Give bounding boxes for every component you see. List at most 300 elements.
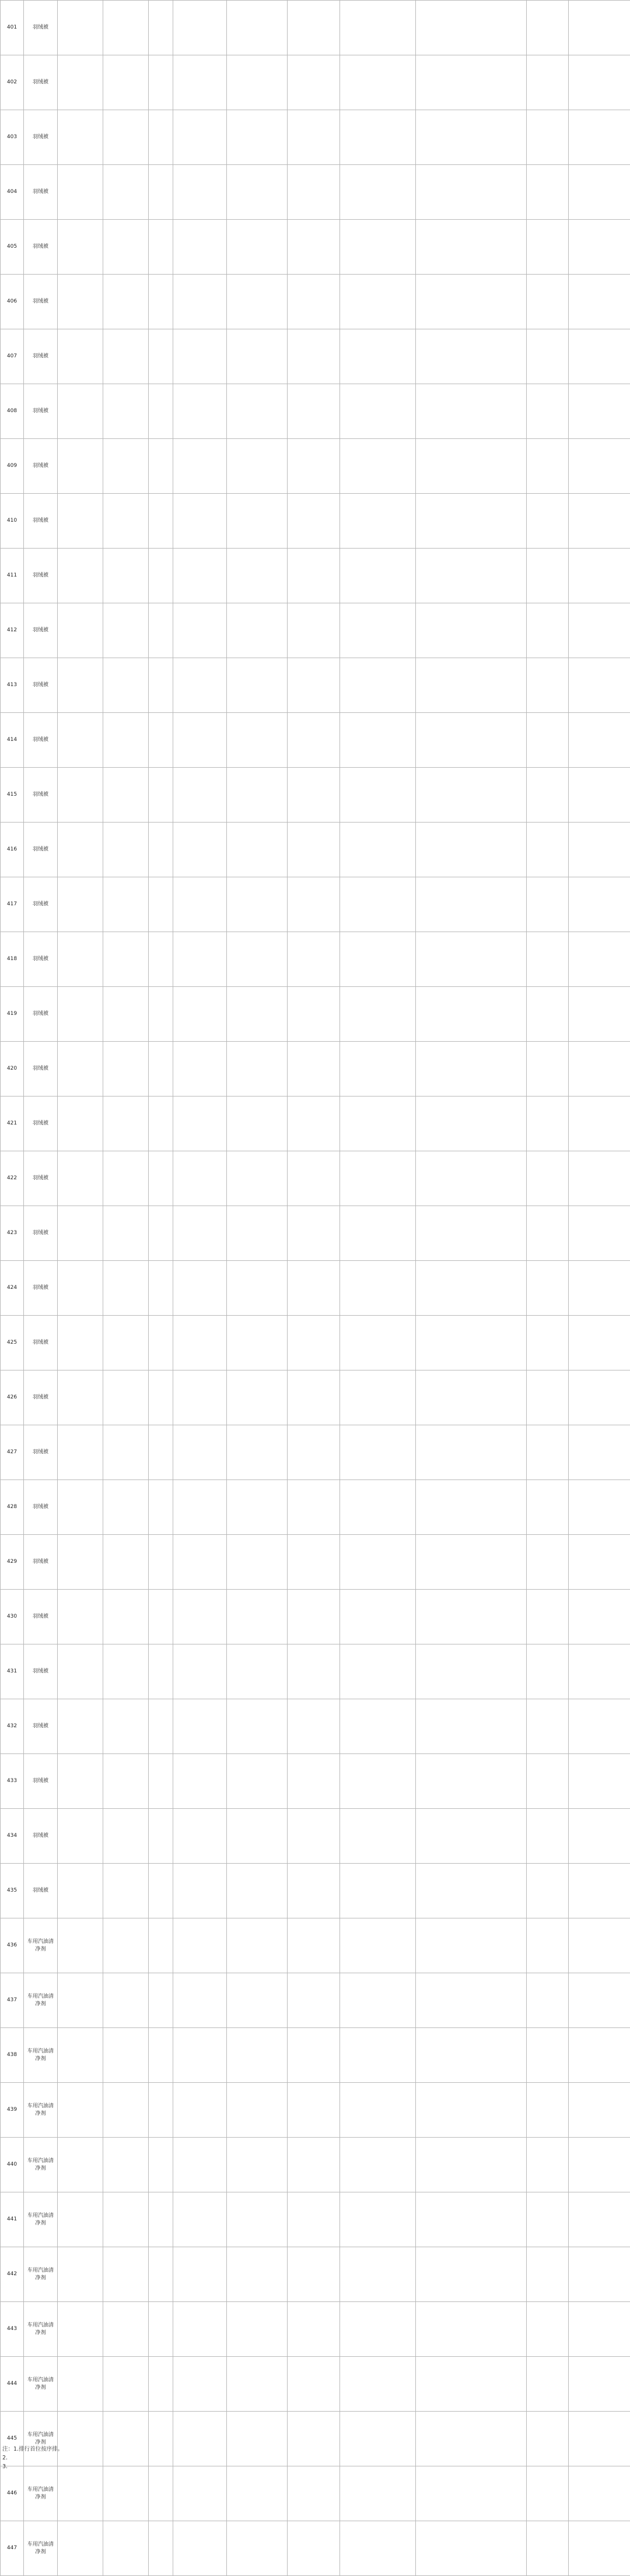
cell-producer bbox=[58, 2521, 103, 2576]
cell-producer bbox=[58, 877, 103, 932]
cell-platform bbox=[527, 2247, 569, 2302]
cell-batch bbox=[288, 1480, 340, 1535]
cell-spec bbox=[227, 220, 288, 275]
table-row bbox=[1, 55, 630, 110]
cell-spec bbox=[227, 329, 288, 384]
cell-org bbox=[416, 2521, 527, 2576]
cell-producer bbox=[58, 932, 103, 987]
cell-seller bbox=[103, 1754, 149, 1809]
cell-remark bbox=[569, 494, 630, 549]
cell-province bbox=[149, 713, 173, 768]
cell-spec bbox=[227, 2466, 288, 2521]
cell-batch bbox=[288, 1864, 340, 1918]
cell-item bbox=[340, 603, 416, 658]
cell-platform bbox=[527, 1261, 569, 1316]
cell-producer bbox=[58, 55, 103, 110]
cell-name bbox=[173, 1699, 227, 1754]
cell-seller bbox=[103, 877, 149, 932]
cell-producer bbox=[58, 1918, 103, 1973]
cell-no: 432 bbox=[1, 1699, 24, 1754]
table-row bbox=[1, 1261, 630, 1316]
cell-name bbox=[173, 1535, 227, 1590]
cell-item bbox=[340, 2521, 416, 2576]
cell-province bbox=[149, 439, 173, 494]
cell-seller bbox=[103, 2138, 149, 2192]
cell-remark bbox=[569, 275, 630, 329]
table-row bbox=[1, 1644, 630, 1699]
table-row bbox=[1, 165, 630, 220]
cell-product: 羽绒被 bbox=[24, 1535, 58, 1590]
cell-province bbox=[149, 275, 173, 329]
table-row bbox=[1, 494, 630, 549]
cell-product: 羽绒被 bbox=[24, 1206, 58, 1261]
table-row bbox=[1, 1151, 630, 1206]
cell-spec bbox=[227, 55, 288, 110]
cell-batch bbox=[288, 329, 340, 384]
cell-org bbox=[416, 1864, 527, 1918]
cell-seller bbox=[103, 1809, 149, 1864]
cell-remark bbox=[569, 1370, 630, 1425]
cell-platform bbox=[527, 2138, 569, 2192]
cell-product: 车用汽油清净剂 bbox=[24, 2028, 58, 2083]
cell-province bbox=[149, 1535, 173, 1590]
cell-org bbox=[416, 1151, 527, 1206]
cell-no: 420 bbox=[1, 1042, 24, 1097]
cell-no: 407 bbox=[1, 329, 24, 384]
cell-producer bbox=[58, 1151, 103, 1206]
cell-item bbox=[340, 1590, 416, 1644]
table-row bbox=[1, 1425, 630, 1480]
cell-producer bbox=[58, 439, 103, 494]
table-row bbox=[1, 220, 630, 275]
cell-platform bbox=[527, 55, 569, 110]
cell-item bbox=[340, 1370, 416, 1425]
cell-province bbox=[149, 384, 173, 439]
cell-spec bbox=[227, 2357, 288, 2412]
cell-province bbox=[149, 1973, 173, 2028]
cell-name bbox=[173, 549, 227, 603]
cell-platform bbox=[527, 1370, 569, 1425]
cell-item bbox=[340, 1, 416, 55]
cell-name bbox=[173, 658, 227, 713]
cell-seller bbox=[103, 2247, 149, 2302]
cell-name bbox=[173, 1370, 227, 1425]
cell-platform bbox=[527, 1206, 569, 1261]
cell-org bbox=[416, 1097, 527, 1151]
cell-platform bbox=[527, 384, 569, 439]
cell-item bbox=[340, 2357, 416, 2412]
cell-no: 442 bbox=[1, 2247, 24, 2302]
cell-province bbox=[149, 1206, 173, 1261]
cell-spec bbox=[227, 2138, 288, 2192]
cell-producer bbox=[58, 2247, 103, 2302]
cell-product: 车用汽油清净剂 bbox=[24, 2302, 58, 2357]
cell-product: 车用汽油清净剂 bbox=[24, 2138, 58, 2192]
cell-product: 羽绒被 bbox=[24, 275, 58, 329]
cell-name bbox=[173, 768, 227, 823]
cell-province bbox=[149, 2192, 173, 2247]
cell-spec bbox=[227, 713, 288, 768]
cell-producer bbox=[58, 768, 103, 823]
cell-province bbox=[149, 877, 173, 932]
cell-remark bbox=[569, 2247, 630, 2302]
cell-producer bbox=[58, 549, 103, 603]
cell-no: 409 bbox=[1, 439, 24, 494]
cell-product: 羽绒被 bbox=[24, 439, 58, 494]
cell-remark bbox=[569, 165, 630, 220]
cell-province bbox=[149, 2083, 173, 2138]
cell-item bbox=[340, 768, 416, 823]
cell-producer bbox=[58, 2083, 103, 2138]
cell-seller bbox=[103, 1, 149, 55]
table-row bbox=[1, 1918, 630, 1973]
cell-province bbox=[149, 220, 173, 275]
cell-org bbox=[416, 2083, 527, 2138]
cell-org bbox=[416, 603, 527, 658]
table-row bbox=[1, 2083, 630, 2138]
table-row bbox=[1, 275, 630, 329]
cell-producer bbox=[58, 2192, 103, 2247]
cell-batch bbox=[288, 2028, 340, 2083]
cell-province bbox=[149, 1754, 173, 1809]
cell-seller bbox=[103, 549, 149, 603]
cell-remark bbox=[569, 1097, 630, 1151]
cell-spec bbox=[227, 275, 288, 329]
cell-org bbox=[416, 2302, 527, 2357]
cell-item bbox=[340, 1864, 416, 1918]
cell-no: 438 bbox=[1, 2028, 24, 2083]
cell-province bbox=[149, 1480, 173, 1535]
cell-platform bbox=[527, 1097, 569, 1151]
cell-remark bbox=[569, 1, 630, 55]
cell-producer bbox=[58, 1425, 103, 1480]
cell-producer bbox=[58, 275, 103, 329]
cell-name bbox=[173, 165, 227, 220]
cell-no: 441 bbox=[1, 2192, 24, 2247]
cell-batch bbox=[288, 603, 340, 658]
cell-product: 羽绒被 bbox=[24, 1699, 58, 1754]
cell-province bbox=[149, 1097, 173, 1151]
cell-platform bbox=[527, 220, 569, 275]
cell-name bbox=[173, 1425, 227, 1480]
cell-item bbox=[340, 329, 416, 384]
cell-product: 羽绒被 bbox=[24, 1864, 58, 1918]
cell-platform bbox=[527, 549, 569, 603]
cell-province bbox=[149, 165, 173, 220]
cell-remark bbox=[569, 2028, 630, 2083]
cell-item bbox=[340, 1809, 416, 1864]
cell-name bbox=[173, 1809, 227, 1864]
cell-name bbox=[173, 603, 227, 658]
cell-producer bbox=[58, 220, 103, 275]
cell-batch bbox=[288, 2138, 340, 2192]
cell-platform bbox=[527, 2302, 569, 2357]
cell-item bbox=[340, 1480, 416, 1535]
cell-remark bbox=[569, 439, 630, 494]
cell-seller bbox=[103, 1699, 149, 1754]
cell-org bbox=[416, 110, 527, 165]
cell-product: 车用汽油清净剂 bbox=[24, 2247, 58, 2302]
cell-name bbox=[173, 1316, 227, 1370]
cell-remark bbox=[569, 2521, 630, 2576]
table-row bbox=[1, 1480, 630, 1535]
cell-item bbox=[340, 220, 416, 275]
cell-platform bbox=[527, 1809, 569, 1864]
cell-seller bbox=[103, 1042, 149, 1097]
cell-platform bbox=[527, 768, 569, 823]
cell-batch bbox=[288, 2247, 340, 2302]
cell-batch bbox=[288, 55, 340, 110]
cell-platform bbox=[527, 2192, 569, 2247]
cell-province bbox=[149, 549, 173, 603]
cell-name bbox=[173, 1918, 227, 1973]
cell-spec bbox=[227, 1042, 288, 1097]
cell-batch bbox=[288, 1042, 340, 1097]
cell-no: 411 bbox=[1, 549, 24, 603]
cell-spec bbox=[227, 1316, 288, 1370]
cell-province bbox=[149, 2138, 173, 2192]
cell-platform bbox=[527, 1644, 569, 1699]
cell-spec bbox=[227, 439, 288, 494]
cell-no: 401 bbox=[1, 1, 24, 55]
cell-spec bbox=[227, 1918, 288, 1973]
cell-org bbox=[416, 823, 527, 877]
cell-platform bbox=[527, 877, 569, 932]
cell-org bbox=[416, 1, 527, 55]
cell-batch bbox=[288, 165, 340, 220]
cell-no: 433 bbox=[1, 1754, 24, 1809]
cell-item bbox=[340, 1699, 416, 1754]
cell-producer bbox=[58, 2028, 103, 2083]
table-row bbox=[1, 2138, 630, 2192]
cell-province bbox=[149, 494, 173, 549]
cell-province bbox=[149, 1918, 173, 1973]
cell-item bbox=[340, 932, 416, 987]
cell-org bbox=[416, 494, 527, 549]
table-row bbox=[1, 1754, 630, 1809]
cell-org bbox=[416, 1206, 527, 1261]
cell-province bbox=[149, 1261, 173, 1316]
cell-remark bbox=[569, 1261, 630, 1316]
cell-product: 羽绒被 bbox=[24, 1809, 58, 1864]
cell-remark bbox=[569, 1425, 630, 1480]
cell-item bbox=[340, 2247, 416, 2302]
table-row bbox=[1, 658, 630, 713]
cell-batch bbox=[288, 2083, 340, 2138]
cell-product: 车用汽油清净剂 bbox=[24, 1973, 58, 2028]
cell-spec bbox=[227, 2028, 288, 2083]
cell-province bbox=[149, 768, 173, 823]
cell-no: 418 bbox=[1, 932, 24, 987]
cell-name bbox=[173, 2138, 227, 2192]
cell-name bbox=[173, 1754, 227, 1809]
cell-no: 406 bbox=[1, 275, 24, 329]
cell-batch bbox=[288, 1809, 340, 1864]
cell-item bbox=[340, 384, 416, 439]
cell-seller bbox=[103, 1480, 149, 1535]
cell-province bbox=[149, 2247, 173, 2302]
cell-producer bbox=[58, 384, 103, 439]
cell-remark bbox=[569, 1535, 630, 1590]
cell-org bbox=[416, 2247, 527, 2302]
cell-platform bbox=[527, 439, 569, 494]
cell-producer bbox=[58, 1480, 103, 1535]
cell-producer bbox=[58, 1316, 103, 1370]
cell-remark bbox=[569, 110, 630, 165]
cell-producer bbox=[58, 2138, 103, 2192]
table-row bbox=[1, 329, 630, 384]
cell-batch bbox=[288, 877, 340, 932]
cell-platform bbox=[527, 1042, 569, 1097]
cell-product: 车用汽油清净剂 bbox=[24, 1918, 58, 1973]
cell-item bbox=[340, 2302, 416, 2357]
cell-platform bbox=[527, 1590, 569, 1644]
cell-product: 车用汽油清净剂 bbox=[24, 2192, 58, 2247]
cell-remark bbox=[569, 2192, 630, 2247]
cell-remark bbox=[569, 1480, 630, 1535]
cell-spec bbox=[227, 1206, 288, 1261]
cell-province bbox=[149, 2521, 173, 2576]
cell-seller bbox=[103, 1590, 149, 1644]
cell-org bbox=[416, 1973, 527, 2028]
cell-remark bbox=[569, 220, 630, 275]
cell-batch bbox=[288, 439, 340, 494]
cell-seller bbox=[103, 2521, 149, 2576]
cell-name bbox=[173, 713, 227, 768]
footnote-3: 3. bbox=[2, 2462, 628, 2471]
cell-spec bbox=[227, 1151, 288, 1206]
cell-spec bbox=[227, 1590, 288, 1644]
cell-batch bbox=[288, 1206, 340, 1261]
cell-product: 羽绒被 bbox=[24, 384, 58, 439]
cell-batch bbox=[288, 2521, 340, 2576]
cell-seller bbox=[103, 1097, 149, 1151]
cell-producer bbox=[58, 1644, 103, 1699]
cell-no: 422 bbox=[1, 1151, 24, 1206]
cell-remark bbox=[569, 987, 630, 1042]
cell-item bbox=[340, 165, 416, 220]
cell-province bbox=[149, 1425, 173, 1480]
cell-org bbox=[416, 658, 527, 713]
cell-org bbox=[416, 275, 527, 329]
cell-no: 414 bbox=[1, 713, 24, 768]
cell-platform bbox=[527, 987, 569, 1042]
cell-name bbox=[173, 220, 227, 275]
cell-product: 羽绒被 bbox=[24, 603, 58, 658]
cell-spec bbox=[227, 877, 288, 932]
cell-name bbox=[173, 2247, 227, 2302]
table-row bbox=[1, 1097, 630, 1151]
cell-producer bbox=[58, 1097, 103, 1151]
cell-seller bbox=[103, 1918, 149, 1973]
cell-org bbox=[416, 1590, 527, 1644]
cell-org bbox=[416, 1370, 527, 1425]
cell-remark bbox=[569, 1151, 630, 1206]
cell-province bbox=[149, 1, 173, 55]
cell-platform bbox=[527, 2357, 569, 2412]
cell-no: 412 bbox=[1, 603, 24, 658]
cell-org bbox=[416, 384, 527, 439]
table-body bbox=[1, 1, 630, 2576]
cell-seller bbox=[103, 658, 149, 713]
table-row bbox=[1, 1809, 630, 1864]
cell-org bbox=[416, 1809, 527, 1864]
cell-batch bbox=[288, 1973, 340, 2028]
cell-no: 405 bbox=[1, 220, 24, 275]
cell-seller bbox=[103, 384, 149, 439]
cell-remark bbox=[569, 2466, 630, 2521]
cell-org bbox=[416, 1480, 527, 1535]
cell-batch bbox=[288, 110, 340, 165]
cell-name bbox=[173, 110, 227, 165]
cell-name bbox=[173, 932, 227, 987]
cell-product: 车用汽油清净剂 bbox=[24, 2466, 58, 2521]
cell-producer bbox=[58, 1754, 103, 1809]
cell-org bbox=[416, 1644, 527, 1699]
table-row bbox=[1, 932, 630, 987]
cell-product: 车用汽油清净剂 bbox=[24, 2521, 58, 2576]
table-row bbox=[1, 1973, 630, 2028]
cell-item bbox=[340, 1918, 416, 1973]
cell-no: 434 bbox=[1, 1809, 24, 1864]
cell-seller bbox=[103, 2466, 149, 2521]
cell-product: 羽绒被 bbox=[24, 713, 58, 768]
cell-seller bbox=[103, 987, 149, 1042]
cell-spec bbox=[227, 987, 288, 1042]
cell-batch bbox=[288, 2192, 340, 2247]
cell-producer bbox=[58, 987, 103, 1042]
cell-batch bbox=[288, 2302, 340, 2357]
cell-spec bbox=[227, 1425, 288, 1480]
cell-platform bbox=[527, 1480, 569, 1535]
cell-org bbox=[416, 1699, 527, 1754]
cell-batch bbox=[288, 384, 340, 439]
cell-seller bbox=[103, 329, 149, 384]
cell-item bbox=[340, 1206, 416, 1261]
cell-remark bbox=[569, 823, 630, 877]
cell-producer bbox=[58, 1973, 103, 2028]
cell-org bbox=[416, 549, 527, 603]
cell-spec bbox=[227, 2247, 288, 2302]
cell-remark bbox=[569, 1809, 630, 1864]
cell-spec bbox=[227, 1535, 288, 1590]
cell-remark bbox=[569, 2083, 630, 2138]
cell-province bbox=[149, 1864, 173, 1918]
cell-batch bbox=[288, 1754, 340, 1809]
cell-product: 羽绒被 bbox=[24, 55, 58, 110]
cell-item bbox=[340, 987, 416, 1042]
cell-seller bbox=[103, 1864, 149, 1918]
cell-seller bbox=[103, 1261, 149, 1316]
cell-seller bbox=[103, 1316, 149, 1370]
cell-name bbox=[173, 2521, 227, 2576]
cell-seller bbox=[103, 713, 149, 768]
table-row bbox=[1, 603, 630, 658]
cell-batch bbox=[288, 2466, 340, 2521]
cell-remark bbox=[569, 1754, 630, 1809]
cell-province bbox=[149, 603, 173, 658]
cell-name bbox=[173, 1644, 227, 1699]
cell-remark bbox=[569, 1973, 630, 2028]
cell-name bbox=[173, 2357, 227, 2412]
cell-province bbox=[149, 2466, 173, 2521]
cell-name bbox=[173, 275, 227, 329]
cell-item bbox=[340, 1316, 416, 1370]
cell-item bbox=[340, 2138, 416, 2192]
cell-seller bbox=[103, 55, 149, 110]
cell-org bbox=[416, 1535, 527, 1590]
cell-no: 435 bbox=[1, 1864, 24, 1918]
